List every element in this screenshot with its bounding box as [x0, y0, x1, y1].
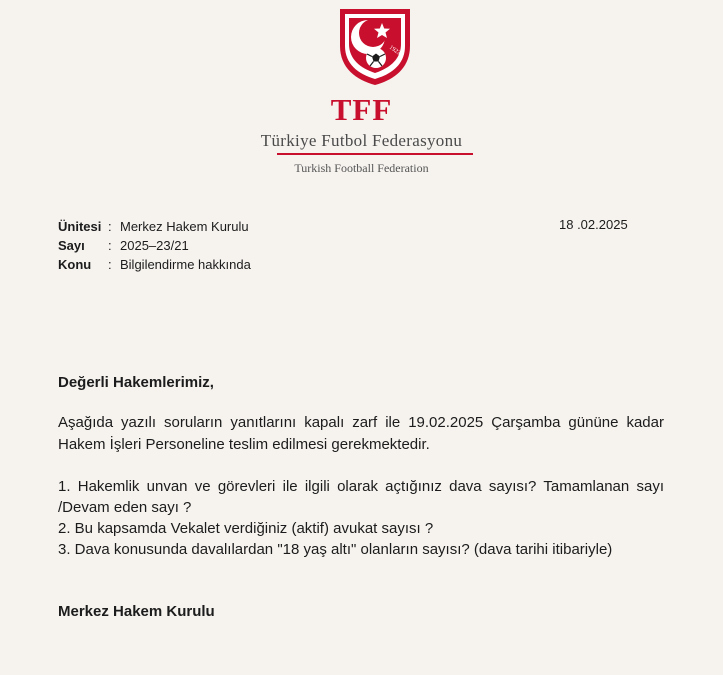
letter-date: 18 .02.2025	[559, 217, 628, 232]
tff-crest-logo	[336, 6, 414, 86]
question-item-1: 1. Hakemlik unvan ve görevleri ile ilgili olarak açtığınız dava sayısı? Tamamlanan sayı /Devam eden sayı ?	[58, 478, 664, 516]
meta-unit-label: Ünitesi	[58, 219, 102, 234]
meta-subject-value: Bilgilendirme hakkında	[120, 257, 251, 272]
letter-meta	[58, 217, 251, 274]
meta-unit-colon: :	[108, 219, 112, 234]
meta-subject-colon: :	[108, 257, 112, 272]
meta-number-label: Sayı	[58, 238, 85, 253]
federation-name-tr: Türkiye Futbol Federasyonu	[260, 131, 463, 150]
question-item-3: 3. Dava konusunda davalılardan "18 yaş altı" olanların sayısı? (dava tarihi itibariyle)	[58, 541, 613, 558]
meta-number-value: 2025–23/21	[120, 238, 189, 253]
meta-subject-row	[58, 255, 251, 274]
body-paragraph: Aşağıda yazılı soruların yanıtlarını kapalı zarf ile 19.02.2025 Çarşamba gününe kadar Hakem İşleri Personeline teslim edilmesi gerekmektedir.	[58, 414, 664, 453]
meta-unit-value: Merkez Hakem Kurulu	[120, 219, 249, 234]
meta-number-row	[58, 236, 251, 255]
signature: Merkez Hakem Kurulu	[58, 603, 215, 620]
federation-name-en: Turkish Football Federation	[294, 161, 429, 175]
salutation: Değerli Hakemlerimiz,	[58, 374, 214, 391]
question-list	[58, 476, 664, 560]
question-item-2: 2. Bu kapsamda Vekalet verdiğiniz (aktif) avukat sayısı ?	[58, 520, 434, 537]
meta-number-colon: :	[108, 238, 112, 253]
meta-subject-label: Konu	[58, 257, 92, 272]
crest-year: 1923	[387, 44, 402, 57]
header-divider	[277, 153, 473, 155]
tff-letters: TFF	[330, 92, 393, 127]
meta-unit-row	[58, 217, 251, 236]
